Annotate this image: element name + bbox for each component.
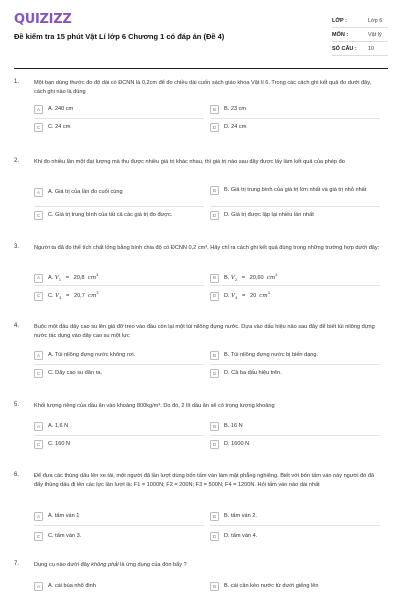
variable-subscript: 3 (59, 295, 62, 300)
volume-variable: V (55, 292, 60, 299)
question-number: 4. (14, 323, 20, 329)
option-divider (34, 285, 204, 286)
meta-value: 10 (368, 45, 375, 52)
option-divider (210, 525, 380, 526)
meta-row-count (332, 42, 388, 56)
option-d[interactable] (210, 211, 380, 220)
option-letter-box: D (210, 211, 219, 220)
option-c[interactable] (34, 369, 204, 378)
option-text: B. 16 N (224, 422, 243, 429)
option-text: A. tấm ván 1 (48, 512, 80, 519)
option-b[interactable] (210, 186, 380, 195)
option-text: D. Giá trị được lặp lại nhiều lần nhất (224, 211, 314, 218)
option-divider (210, 364, 380, 365)
option-text: D. Cả ba dấu hiệu trên. (224, 369, 282, 376)
option-a[interactable] (34, 188, 204, 197)
option-formula (224, 290, 380, 302)
option-divider (34, 525, 204, 526)
variable-subscript: 1 (58, 277, 62, 282)
option-text: A. 240 cm (48, 105, 74, 112)
meta-key: MÔN : (332, 31, 349, 38)
variable-subscript: 4 (235, 295, 238, 300)
option-text: B. cái cần kéo nước từ dưới giếng lên (224, 582, 319, 589)
option-letter-box: D (210, 369, 219, 378)
option-prefix: C. (48, 292, 54, 299)
volume-variable: V (230, 274, 235, 281)
quiz-title: Đề kiểm tra 15 phút Vật Lí lớp 6 Chương 1 có đáp án (Đề 4) (14, 32, 225, 41)
option-divider (210, 285, 380, 286)
option-letter-box: C (34, 292, 43, 301)
option-b[interactable] (210, 422, 380, 431)
unit-exponent: 3 (275, 273, 278, 277)
option-text: C. tấm ván 3. (48, 532, 82, 539)
question-text-emphasis: không phải (91, 562, 119, 568)
option-b[interactable] (210, 272, 380, 284)
option-d[interactable] (210, 532, 380, 541)
option-divider (34, 435, 204, 436)
option-text: A. Giá trị của lần đo cuối cùng (48, 188, 123, 195)
unit-exponent: 3 (267, 291, 270, 295)
option-text: C. 160 N (48, 440, 71, 447)
option-letter-box: A (34, 422, 43, 431)
option-letter-box: D (210, 292, 219, 301)
option-letter-box: D (210, 123, 219, 132)
option-letter-box: C (34, 440, 43, 449)
option-d[interactable] (210, 440, 380, 449)
option-divider (210, 206, 380, 207)
option-letter-box: B (210, 582, 219, 591)
option-a[interactable] (34, 582, 204, 591)
option-letter-box: D (210, 532, 219, 541)
option-letter-box: B (210, 512, 219, 521)
volume-value: 20,8 (73, 274, 85, 281)
meta-value: Vật lý (368, 31, 382, 38)
option-letter-box: B (210, 274, 219, 283)
meta-key: LỚP : (332, 17, 347, 24)
option-b[interactable] (210, 351, 380, 360)
option-text: A. 1,6 N (48, 422, 69, 429)
option-formula (224, 272, 380, 284)
question-text: Một bạn dùng thước đo độ dài có ĐCNN là 0,2cm để đo chiều dài cuốn sách giáo khoa Vật lí 6. Trong các cách ghi kết quả đo dưới đây, cách ghi nào là đúng (34, 80, 372, 95)
meta-row-class (332, 14, 388, 28)
option-a[interactable] (34, 351, 204, 360)
equals-sign: = (241, 274, 245, 281)
question-number: 7. (14, 561, 20, 567)
volume-value: 20,7 (73, 292, 85, 299)
option-divider (210, 118, 380, 119)
option-d[interactable] (210, 290, 380, 302)
option-letter-box: D (210, 440, 219, 449)
option-text: C. Dây cao su dãn ra. (48, 369, 103, 376)
option-b[interactable] (210, 512, 380, 521)
variable-subscript: 2 (234, 277, 238, 282)
option-letter-box: B (210, 105, 219, 114)
option-text: B. Túi nilông đựng nước bị biến dạng. (224, 351, 319, 358)
volume-unit: cm (266, 274, 276, 281)
option-b[interactable] (210, 105, 380, 114)
option-text: D. 1600 N (224, 440, 250, 447)
question-text: Người ta đã đo thể tích chất lỏng bằng bình chia độ có ĐCNN 0,2 cm³. Hãy chỉ ra cách ghi kết quả đúng trong những trường hợp dưới đây: (34, 245, 380, 251)
volume-unit: cm (87, 292, 97, 299)
volume-unit: cm (259, 292, 268, 299)
question-number: 2. (14, 158, 20, 164)
option-text: C. 24 cm (48, 123, 71, 130)
unit-exponent: 3 (96, 291, 99, 295)
option-divider (34, 118, 204, 119)
equals-sign: = (65, 274, 69, 281)
option-letter-box: B (210, 351, 219, 360)
option-text: B. tấm ván 2. (224, 512, 257, 519)
option-letter-box: A (34, 351, 43, 360)
option-letter-box: A (34, 188, 43, 197)
question-text: Để đưa các thùng dầu lên xe tải, một người đã lần lượt dùng bốn tấm ván làm mặt phẳng nghiêng. Biết với bốn tấm ván này người đó đã đẩy thùng dầu đi lên các lực lần lượt là: F1 = 1000N; F2 = 200N; F3 = 500N; F4 = 1200N. Hỏi tấm ván nào dài nhất (34, 473, 374, 488)
option-text: A. cái búa nhổ đinh (48, 582, 96, 589)
option-letter-box: B (210, 422, 219, 431)
question-text: Khối lượng riêng của dầu ăn vào khoảng 800kg/m³. Do đó, 2 lít dầu ăn sẽ có trọng lượng khoảng (34, 403, 275, 409)
option-a[interactable] (34, 105, 204, 114)
option-letter-box: C (34, 211, 43, 220)
header-divider (14, 68, 388, 69)
quiz-meta (332, 14, 388, 56)
meta-value: Lớp 6 (368, 17, 383, 24)
option-a[interactable] (34, 512, 204, 521)
volume-variable: V (231, 292, 236, 299)
volume-variable: V (54, 274, 59, 281)
question-number: 3. (14, 244, 20, 250)
option-prefix: D. (224, 292, 230, 299)
question-number: 5. (14, 402, 20, 408)
equals-sign: = (66, 292, 70, 299)
option-text: B. 23 cm (224, 105, 247, 112)
option-a[interactable] (34, 272, 204, 284)
option-divider (34, 364, 204, 365)
volume-unit: cm (87, 274, 97, 281)
option-d[interactable] (210, 123, 380, 132)
option-c[interactable] (34, 532, 204, 541)
option-text: C. Giá trị trung bình của tất cả các giá trị đo được. (48, 211, 173, 218)
question-text: Khi đo nhiều lần một đại lượng mà thu được nhiều giá trị khác nhau, thì giá trị nào sau đây được lấy làm kết quả của phép đo (34, 159, 345, 165)
option-c[interactable] (34, 440, 204, 449)
option-text: D. tấm ván 4. (224, 532, 258, 539)
meta-row-subject (332, 28, 388, 42)
question-text (34, 561, 382, 570)
option-formula (48, 272, 204, 284)
option-letter-box: B (210, 186, 219, 195)
quizizz-logo: QUIZIZZ (14, 12, 72, 27)
option-c[interactable] (34, 211, 204, 220)
question-text: Buộc một đầu dây cao su lên giá đỡ treo vào đầu còn lại một túi nilông đựng nước. Dựa vào dấu hiệu nào sau đây để biết túi nilông đựng nước tác dụng vào dây cao su một lực (34, 324, 375, 339)
option-divider (34, 206, 204, 207)
option-a[interactable] (34, 422, 204, 431)
option-letter-box: C (34, 532, 43, 541)
option-text: D. 24 cm (224, 123, 247, 130)
option-letter-box: A (34, 512, 43, 521)
unit-exponent: 3 (96, 273, 99, 277)
option-formula (48, 290, 204, 302)
option-letter-box: C (34, 369, 43, 378)
option-letter-box: A (34, 274, 43, 283)
question-text-part: Dụng cụ nào dưới đây (34, 562, 92, 568)
option-text: A. Túi nilông đựng nước không rơi. (48, 351, 136, 358)
option-letter-box: A (34, 105, 43, 114)
question-text-part: là ứng dụng của đòn bẩy ? (118, 562, 187, 568)
volume-value: 20,60 (249, 274, 264, 281)
option-prefix: A. (48, 274, 54, 281)
option-c[interactable] (34, 123, 204, 132)
question-number: 1. (14, 79, 20, 85)
meta-key: SỐ CÂU : (332, 45, 357, 52)
option-prefix: B. (224, 274, 230, 281)
option-d[interactable] (210, 369, 380, 378)
option-divider (210, 435, 380, 436)
option-letter-box: A (34, 582, 43, 591)
equals-sign: = (242, 292, 246, 299)
option-c[interactable] (34, 290, 204, 302)
question-number: 6. (14, 472, 20, 478)
option-b[interactable] (210, 582, 380, 591)
option-letter-box: C (34, 123, 43, 132)
option-text: B. Giá trị trung bình của giá trị lớn nhất và giá trị nhỏ nhất (224, 186, 367, 193)
volume-value: 20 (249, 292, 257, 299)
